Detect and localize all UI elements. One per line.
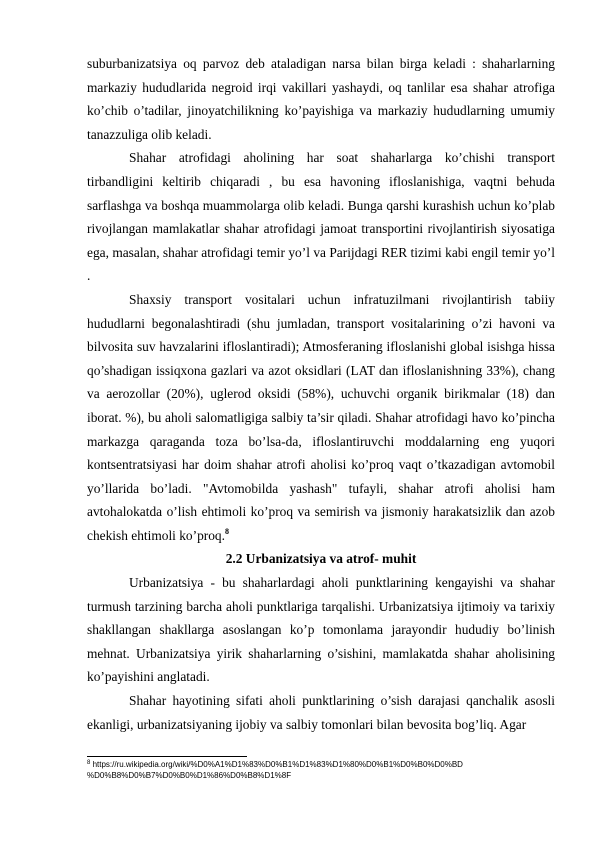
footnote-divider — [87, 756, 247, 757]
paragraph-1: suburbanizatsiya oq parvoz deb ataladigan narsa bilan birga keladi : shaharlarning markaziy hududlarida negroid irqi vakillari yashaydi, oq tanlilar esa shahar atrofiga ko’chib o’tadilar, jinoyatchilikning ko’payishiga va markaziy hududlarning umumiy tanazzuliga olib keladi. — [87, 56, 555, 142]
footnote — [87, 759, 557, 781]
footnote-url-line-1[interactable]: https://ru.wikipedia.org/wiki/%D0%A1%D1%83%D0%B1%D1%83%D1%80%D0%B1%D0%B0%D0%BD — [90, 760, 463, 769]
paragraph-2: Shahar atrofidagi aholining har soat shaharlarga ko’chishi transport tirbandligini keltirib chiqaradi , bu esa havoning ifloslanishiga, vaqtni behuda sarflashga va boshqa muammolarga olib keladi. Bunga qarshi kurashish uchun ko’plab rivojlangan mamlakatlar shahar atrofidagi jamoat transportini rivojlantirish siyosatiga ega, masalan, shahar atrofidagi temir yo’l va Parijdagi RER tizimi kabi engil temir yo’l . — [87, 150, 555, 284]
main-text — [87, 52, 555, 736]
paragraph-4: Urbanizatsiya - bu shaharlardagi aholi punktlarining kengayishi va shahar turmush tarzining barcha aholi punktlariga tarqalishi. Urbanizatsiya ijtimoiy va tarixiy shakllangan shakllarga asoslangan ko’p tomonlama jarayondir hududiy bo’linish mehnat. Urbanizatsiya yirik shaharlarning o’sishini, mamlakatda shahar aholisining ko’payishini anglatadi. — [87, 575, 555, 685]
footnote-url-line-2[interactable]: %D0%B8%D0%B7%D0%B0%D1%86%D0%B8%D1%8F — [87, 771, 292, 780]
paragraph-3 — [87, 288, 555, 548]
footnote-mark: 8 — [87, 760, 91, 766]
paragraph-5: Shahar hayotining sifati aholi punktlarining o’sish darajasi qanchalik asosli ekanligi, urbanizatsiyaning ijobiy va salbiy tomonlari bilan bevosita bog’liq. Agar — [87, 693, 555, 732]
section-heading: 2.2 Urbanizatsiya va atrof- muhit — [225, 551, 417, 567]
paragraph-3-text: Shaxsiy transport vositalari uchun infratuzilmani rivojlantirish tabiiy hududlarni begonalashtiradi (shu jumladan, transport vositalarining o’zi havoni va bilvosita suv havzalarini ifloslantiradi); Atmosferaning ifloslanishi global isishga hissa qo’shadigan issiqxona gazlari va azot oksidlari (LAT dan ifloslanishning 33%), chang va aerozollar (20%), uglerod oksidi (58%), uchuvchi organik birikmalar (18) dan iborat. %), bu aholi salomatligiga salbiy ta’sir qiladi. Shahar atrofidagi havo ko’pincha markazga qaraganda toza bo’lsa-da, ifloslantiruvchi moddalarning eng yuqori kontsentratsiyasi har doim shahar atrofi aholisi ko’proq vaqt o’tkazadigan avtomobil yo’llarida bo’ladi. "Avtomobilda yashash" tufayli, shahar atrofi aholisi ham avtohalokatda o’lish ehtimoli ko’proq va semirish va jismoniy harakatsizlik dan azob chekish ehtimoli ko’proq. — [87, 291, 555, 543]
footnote-reference[interactable]: 8 — [224, 526, 229, 536]
